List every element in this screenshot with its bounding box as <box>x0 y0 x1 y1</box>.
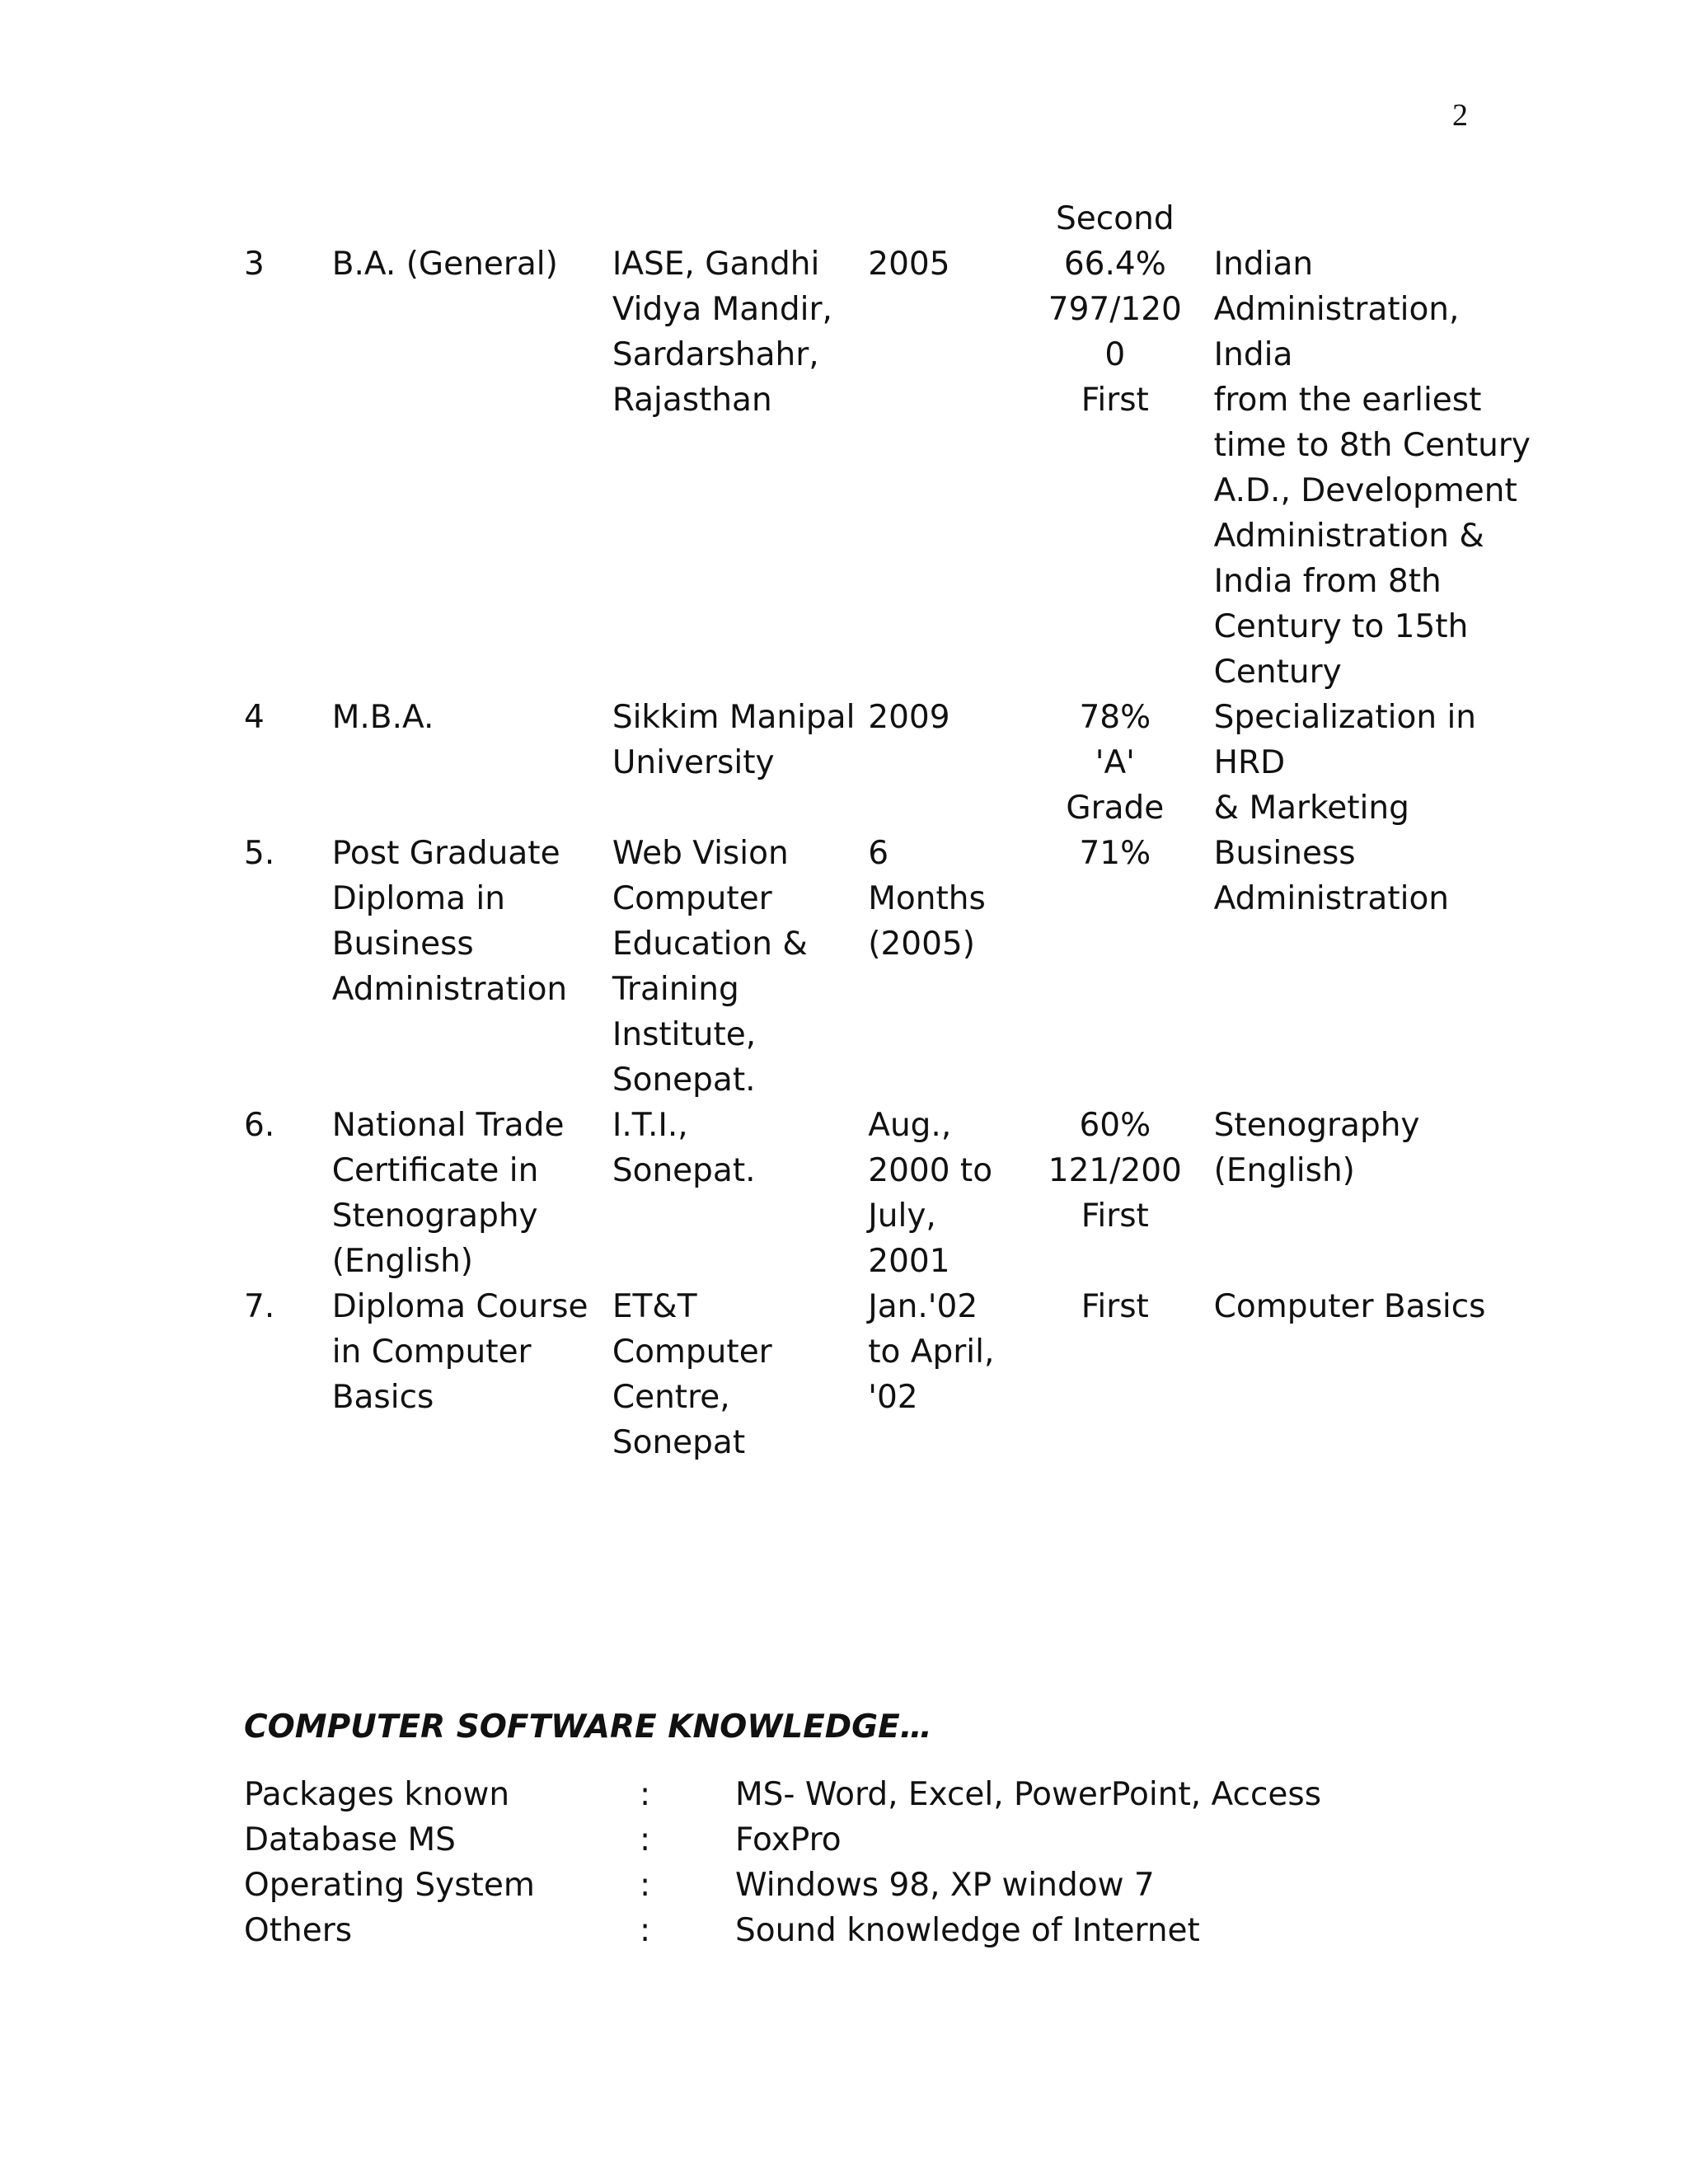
course-name: Post Graduate Diploma in Business Administration <box>331 835 568 1008</box>
list-item <box>244 1817 1321 1863</box>
grade: 71% <box>1079 835 1151 872</box>
subjects: Stenography (English) <box>1213 1107 1420 1189</box>
item-label: Database MS <box>244 1821 456 1858</box>
page-number: 2 <box>1452 98 1468 133</box>
institute-name: ET&T Computer Centre, Sonepat <box>612 1288 772 1461</box>
item-separator: : <box>640 1776 651 1813</box>
subjects: Indian Administration, India from the earliest time to 8th Century A.D., Development Administration & India from 8th Century to 15th Century <box>1213 246 1531 691</box>
row-number: 7. <box>244 1288 275 1325</box>
institute-name: Web Vision Computer Education & Training Institute, Sonepat. <box>612 835 808 1099</box>
row-number: 5. <box>244 835 275 872</box>
item-separator: : <box>640 1821 651 1858</box>
subjects: Specialization in HRD & Marketing <box>1213 699 1477 827</box>
subjects: Business Administration <box>1213 835 1450 917</box>
list-item <box>244 1863 1321 1908</box>
item-separator: : <box>640 1867 651 1904</box>
year: 2009 <box>868 699 950 736</box>
table-row <box>244 831 1546 1103</box>
institute-name: Sikkim Manipal University <box>612 699 856 781</box>
grade: 78% 'A' Grade <box>1066 699 1165 827</box>
table-row <box>244 695 1546 831</box>
year: Aug., 2000 to July, 2001 <box>868 1107 993 1280</box>
list-item <box>244 1772 1321 1817</box>
grade: Second 66.4% 797/120 0 First <box>1048 200 1182 419</box>
item-value: FoxPro <box>735 1821 842 1858</box>
item-label: Operating System <box>244 1867 535 1904</box>
item-value: Sound knowledge of Internet <box>735 1912 1200 1949</box>
item-value: MS- Word, Excel, PowerPoint, Access <box>735 1776 1322 1813</box>
table-row <box>244 1284 1546 1465</box>
year: 2005 <box>868 246 950 283</box>
grade: First <box>1081 1288 1149 1325</box>
year: 6 Months (2005) <box>868 835 986 963</box>
year: Jan.'02 to April, '02 <box>868 1288 995 1416</box>
course-name: B.A. (General) <box>331 246 558 283</box>
item-value: Windows 98, XP window 7 <box>735 1867 1155 1904</box>
table-row <box>244 1103 1546 1284</box>
subjects: Computer Basics <box>1213 1288 1486 1325</box>
section-heading: COMPUTER SOFTWARE KNOWLEDGE… <box>244 1708 932 1746</box>
education-table <box>244 196 1546 1465</box>
institute-name: IASE, Gandhi Vidya Mandir, Sardarshahr, Rajasthan <box>612 246 832 419</box>
course-name: M.B.A. <box>331 699 434 736</box>
item-separator: : <box>640 1912 651 1949</box>
row-number: 4 <box>244 699 265 736</box>
row-number: 3 <box>244 246 265 283</box>
grade: 60% 121/200 First <box>1048 1107 1182 1235</box>
row-number: 6. <box>244 1107 275 1144</box>
table-row <box>244 196 1546 695</box>
course-name: National Trade Certificate in Stenography (English) <box>331 1107 565 1280</box>
item-label: Others <box>244 1912 353 1949</box>
course-name: Diploma Course in Computer Basics <box>331 1288 588 1416</box>
list-item <box>244 1908 1321 1953</box>
institute-name: I.T.I., Sonepat. <box>612 1107 756 1189</box>
item-label: Packages known <box>244 1776 510 1813</box>
software-list <box>244 1772 1321 1953</box>
